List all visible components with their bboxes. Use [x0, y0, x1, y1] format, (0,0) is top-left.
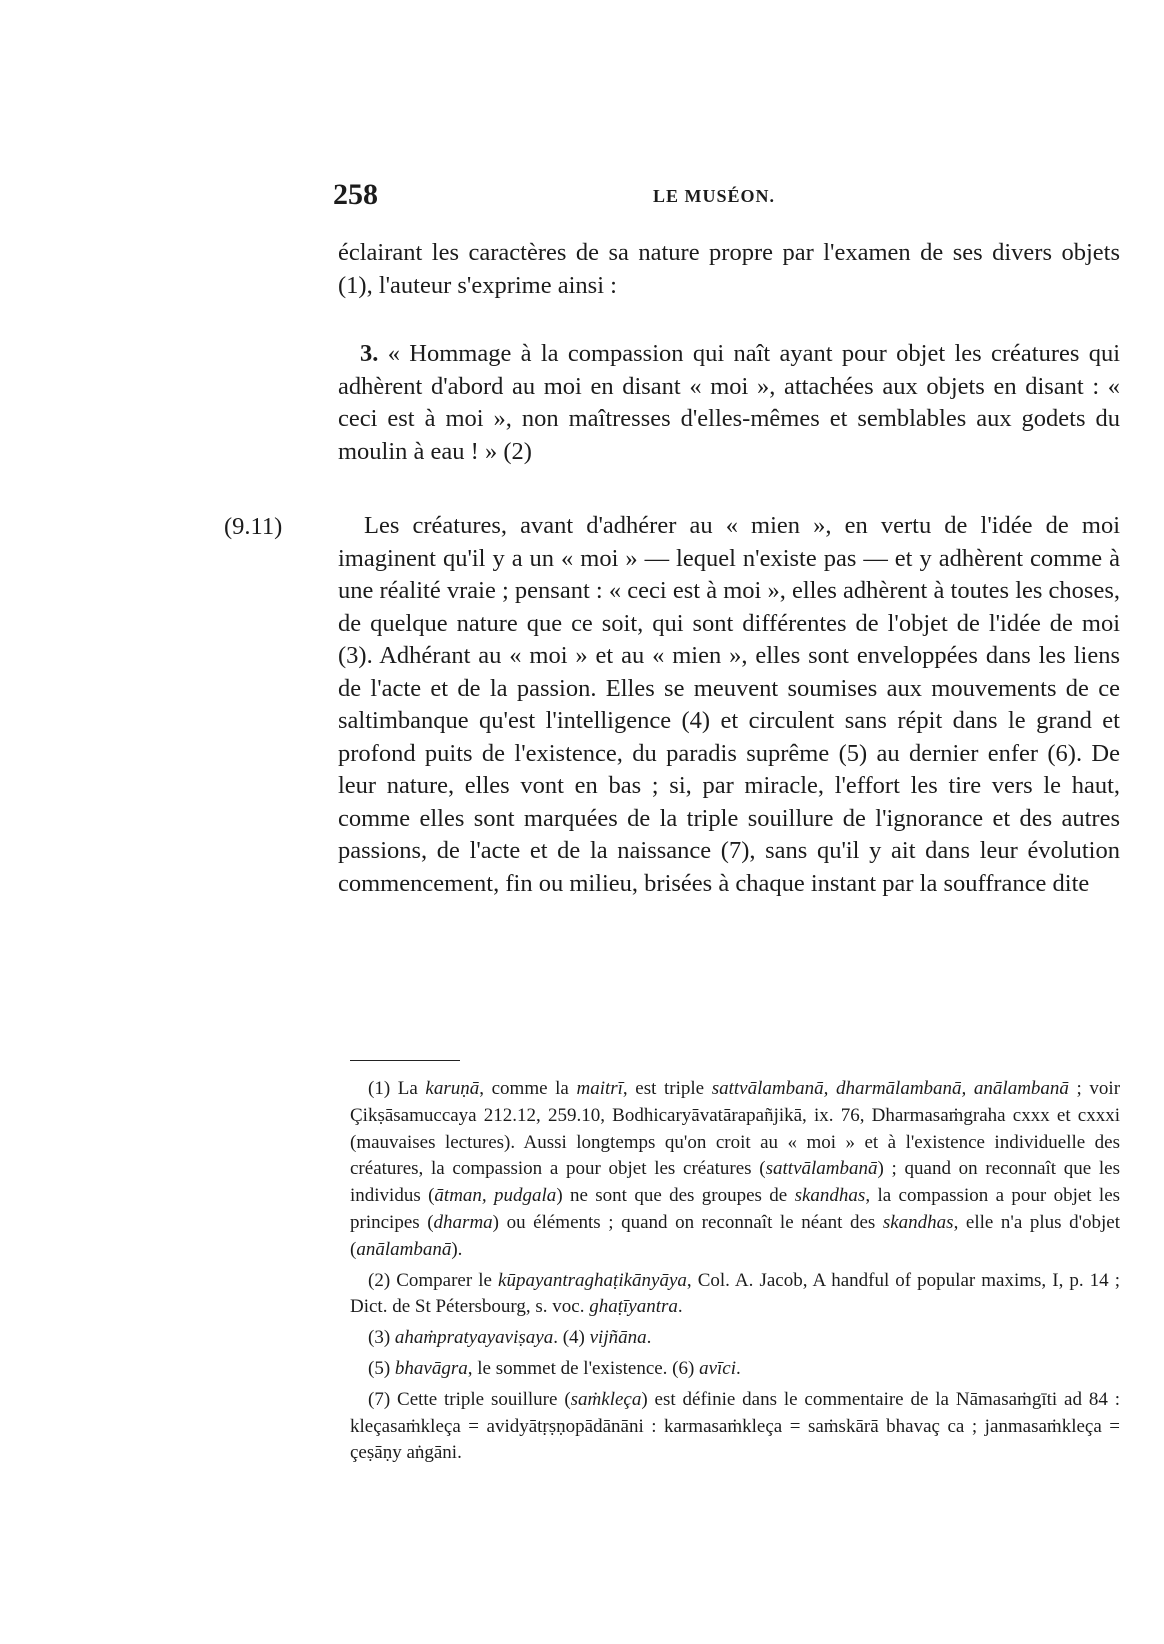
footnotes [350, 1076, 1120, 1471]
commentary-paragraph [338, 510, 1120, 900]
fn7-term: saṁkleça [570, 1388, 642, 1410]
commentary-text: Les créatures, avant d'adhérer au « mien », en vertu de l'idée de moi imaginent qu'il y a un « moi » — lequel n'existe pas — et y adhèrent comme à une réalité vraie ; pensant : « ceci est à moi », elles adhèrent à toutes les choses, de quelque nature que ce soit, qui sont différentes de l'objet de l'idée de moi (3). Adhérant au « moi » et au « mien », elles sont enveloppées dans les liens de l'acte et de la passion. Elles se meuvent soumises aux mouvements de ce saltimbanque qu'est l'intelligence (4) et circulent sans répit dans le grand et profond puits de l'existence, du paradis suprême (5) au dernier enfer (6). De leur nature, elles vont en bas ; si, par miracle, l'effort les tire vers le haut, comme elles sont marquées de la triple souillure de l'ignorance et des autres passions, de l'acte et de la naissance (7), sans qu'il y ait dans leur évolution commencement, fin ou milieu, brisées à chaque instant par la souffrance dite [338, 512, 1120, 897]
fn1-text: ; voir Çikṣāsamuccaya 212.12, 259.10, Bodhicaryāvatārapañjikā, ix. 76, Dharmasaṁgraha cxxx et cxxxi (mauvaises lectures). Aussi longtemps qu'on croit au « moi » et à l'existence individuelle des créatures, la compassion a pour objet les créatures ( [350, 1078, 1121, 1180]
fn1-text: ) ; quand on reconnaît que les individus ( [350, 1158, 1121, 1207]
fn56-text: . [736, 1357, 741, 1379]
fn56-term: bhavāgra [394, 1357, 468, 1379]
fn2-term: kūpayantraghaṭikānyāya [498, 1269, 687, 1291]
intro-text: éclairant les caractères de sa nature propre par l'examen de ses divers objets (1), l'auteur s'exprime ainsi : [338, 239, 1120, 299]
fn1-term: ātman, pudgala [434, 1185, 557, 1207]
page-number: 258 [333, 178, 378, 211]
fn1-text: , comme la [479, 1078, 577, 1099]
verse-text: « Hommage à la compassion qui naît ayant pour objet les créatures qui adhèrent d'abord au moi en disant « moi », attachées aux objets en disant : « ceci est à moi », non maîtresses d'elles-mêmes et semblables aux godets du moulin à eau ! » (2) [338, 340, 1121, 465]
footnote-1 [350, 1076, 1120, 1264]
fn2-text: (2) Comparer le [368, 1269, 499, 1291]
footnote-divider [350, 1060, 460, 1061]
fn34-term: ahaṁpratyayaviṣaya [394, 1327, 554, 1349]
margin-reference: (9.11) [224, 513, 283, 540]
footnote-3-4 [350, 1325, 1120, 1352]
fn1-text: ) ou éléments ; quand on reconnaît le néant des [492, 1211, 883, 1233]
fn34-text: (3) [368, 1327, 395, 1349]
fn7-text: ) est définie dans le commentaire de la Nāmasaṁgīti ad 84 : kleçasaṁkleça = avidyātṛṣṇopādānāni : karmasaṁkleça = saṁskārā bhavaç ca ; janmasaṁkleça = çeṣāṇy aṅgāni. [350, 1388, 1120, 1464]
verse-paragraph [338, 338, 1120, 468]
fn1-text: , est triple [622, 1078, 712, 1099]
fn2-text: . [677, 1296, 683, 1318]
fn1-text: , la compassion a pour objet les principes ( [350, 1185, 1121, 1233]
fn56-term: avīci [699, 1357, 737, 1379]
verse-number: 3. [360, 340, 379, 367]
fn56-text: (5) [368, 1357, 395, 1379]
fn34-text: . [646, 1327, 652, 1349]
verse-line [338, 338, 1120, 468]
fn34-term: vijñāna [589, 1327, 647, 1349]
fn2-text: , Col. A. Jacob, A handful of popular maxims, I, p. 14 ; Dict. de St Pétersbourg, s. voc. [350, 1269, 1121, 1318]
running-head: LE MUSÉON. [653, 186, 776, 206]
fn1-term: skandhas [882, 1211, 954, 1233]
fn1-term: sattvālambanā [765, 1158, 878, 1180]
footnote-5-6 [350, 1356, 1120, 1383]
footnote-2 [350, 1268, 1120, 1322]
intro-paragraph [338, 237, 1120, 302]
fn2-term: ghaṭīyantra [589, 1296, 678, 1318]
fn1-term: skandhas [794, 1185, 866, 1207]
fn1-text: ) ne sont que des groupes de [556, 1185, 795, 1207]
fn1-text: , elle n'a plus d'objet ( [350, 1211, 1120, 1260]
fn7-text: (7) Cette triple souillure ( [368, 1388, 571, 1410]
fn1-term: dharma [433, 1211, 493, 1233]
footnote-7 [350, 1387, 1120, 1467]
fn1-term: sattvālambanā, dharmālambanā, anālambanā [711, 1078, 1069, 1099]
fn56-text: , le sommet de l'existence. (6) [467, 1357, 700, 1379]
fn1-text: ). [451, 1238, 463, 1260]
fn1-term: maitrī [576, 1078, 623, 1099]
fn1-term: anālambanā [356, 1238, 452, 1260]
fn1-term: karuṇā [425, 1078, 480, 1099]
page-header [333, 178, 1123, 218]
fn1-text: (1) La [368, 1078, 426, 1099]
fn34-text: . (4) [553, 1327, 590, 1349]
